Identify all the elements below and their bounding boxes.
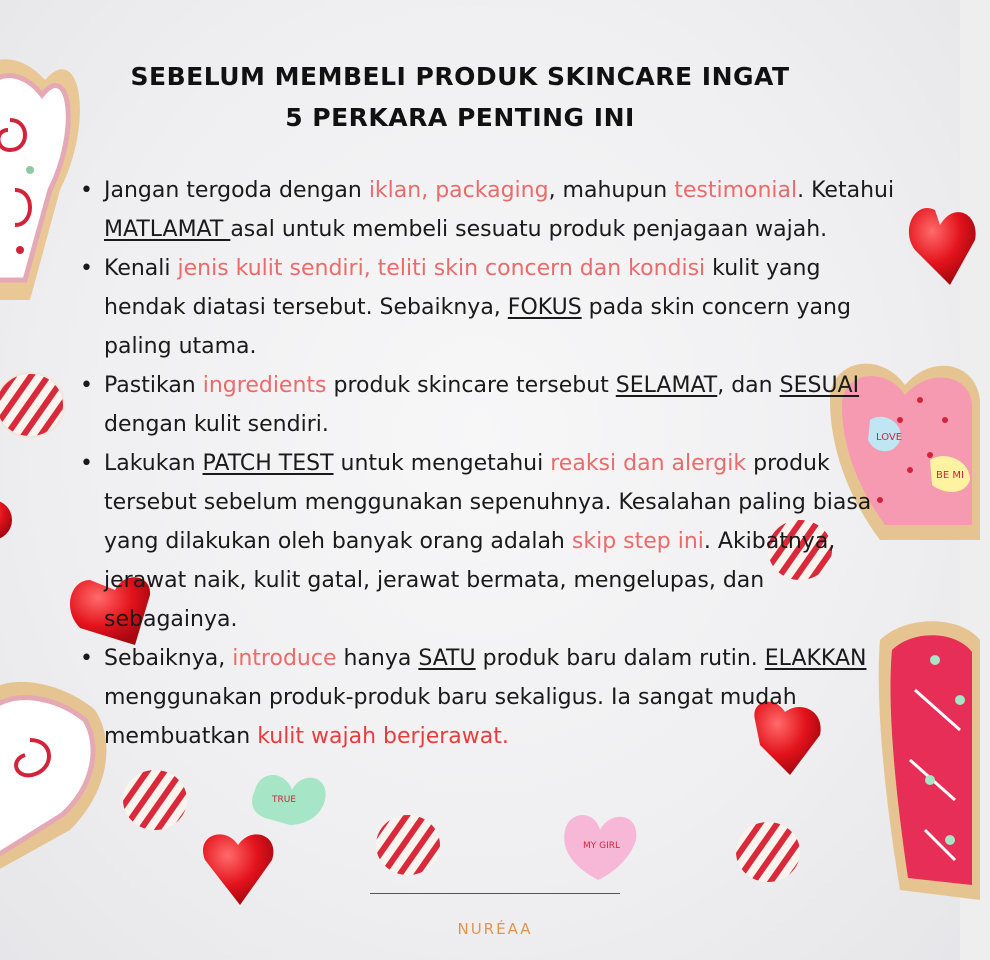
tip-item-3 — [80, 366, 903, 444]
tips-list — [80, 171, 903, 756]
tip-text: . Akibatnya, jerawat naik, kulit gatal, jerawat bermata, mengelupas, dan sebagainya. — [104, 529, 836, 632]
tip-highlight: introduce — [232, 646, 337, 671]
tip-text: dengan kulit sendiri. — [104, 412, 329, 437]
tip-item-1 — [80, 171, 900, 249]
striped-candy-left — [0, 373, 64, 437]
tip-text: untuk mengetahui — [333, 451, 551, 476]
tip-highlight: jenis kulit sendiri, teliti skin concern dan kondisi — [177, 256, 706, 281]
tip-emphasis: FOKUS — [507, 295, 582, 320]
tip-emphasis: MATLAMAT — [104, 217, 231, 242]
pink-conversation-heart — [564, 815, 636, 880]
tip-text: Lakukan — [104, 451, 203, 476]
tip-text: , dan — [717, 373, 780, 398]
bullet-dot: • — [80, 646, 93, 671]
red-heart-candy-top-right — [909, 208, 976, 285]
page-title — [0, 56, 920, 138]
tip-emphasis: ELAKKAN — [764, 646, 867, 671]
tip-text: Sebaiknya, — [104, 646, 233, 671]
tip-highlight: skip step ini — [571, 529, 704, 554]
tip-emphasis: SATU — [418, 646, 476, 671]
true-love-candy-text: TRUE — [272, 795, 297, 805]
tip-text: Kenali — [104, 256, 178, 281]
tip-text: produk tersebut sebelum menggunakan sepenuhnya. Kesalahan paling biasa yang dilakukan oleh banyak orang adalah — [104, 451, 872, 554]
tip-text: produk baru dalam rutin. — [475, 646, 765, 671]
tip-highlight: ingredients — [202, 373, 327, 398]
red-heart-candy-bottom — [203, 834, 273, 905]
tip-highlight: kulit wajah berjerawat. — [257, 724, 509, 749]
tip-text: asal untuk membeli sesuatu produk penjagaan wajah. — [230, 217, 828, 242]
tip-item-5 — [80, 639, 900, 756]
bullet-dot: • — [80, 256, 93, 281]
striped-candy-bottom-left — [123, 770, 187, 830]
tip-text: produk skincare tersebut — [326, 373, 616, 398]
striped-candy-bottom-mid — [376, 815, 440, 875]
bullet-dot: • — [80, 178, 93, 203]
my-girl-candy-text: MY GIRL — [583, 841, 621, 851]
tip-text: hanya — [336, 646, 419, 671]
tip-text: kulit yang hendak diatasi tersebut. Sebaiknya, — [104, 256, 821, 320]
tip-highlight: iklan, packaging — [368, 178, 549, 203]
tip-emphasis: SESUAI — [779, 373, 860, 398]
title-line-1: SEBELUM MEMBELI PRODUK SKINCARE INGAT — [130, 62, 790, 91]
tip-text: . Ketahui — [797, 178, 895, 203]
brand-name: NURÉAA — [457, 920, 533, 938]
tip-emphasis: SELAMAT — [615, 373, 718, 398]
footer-divider — [370, 893, 620, 894]
tip-text: Pastikan — [104, 373, 203, 398]
be-mine-candy-text: BE MI — [936, 470, 964, 481]
tip-item-2 — [80, 249, 900, 366]
tip-text: Jangan tergoda dengan — [104, 178, 369, 203]
tip-emphasis: PATCH TEST — [202, 451, 334, 476]
striped-candy-bottom-right — [736, 822, 800, 882]
bullet-dot: • — [80, 373, 93, 398]
tip-text: pada skin concern yang paling utama. — [104, 295, 851, 359]
green-conversation-heart — [252, 775, 326, 825]
tip-text: menggunakan produk-produk baru sekaligus. Ia sangat mudah membuatkan — [104, 685, 797, 749]
title-line-2: 5 PERKARA PENTING INI — [285, 103, 635, 132]
tip-highlight: reaksi dan alergik — [550, 451, 747, 476]
tip-text: , mahupun — [548, 178, 675, 203]
tip-highlight: testimonial — [674, 178, 798, 203]
bullet-dot: • — [80, 451, 93, 476]
love-candy-text: LOVE — [876, 432, 903, 443]
tip-item-4 — [80, 444, 900, 639]
